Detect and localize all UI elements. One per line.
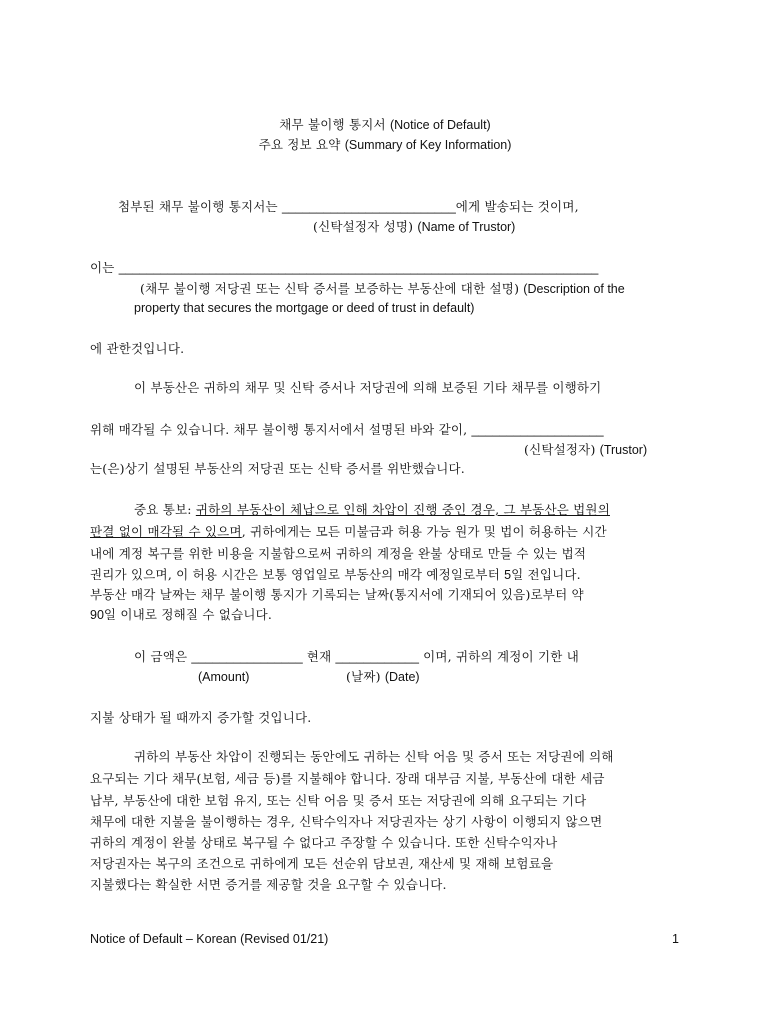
amount-line bbox=[134, 649, 579, 666]
obligations-line-2: 요구되는 기다 채무(보험, 세금 등)를 지불해야 합니다. 장래 대부금 지불, 부동산에 대한 세금 bbox=[90, 771, 605, 786]
sale-paragraph-line1: 이 부동산은 귀하의 채무 및 신탁 증서나 저당권에 의해 보증된 기타 채무를 이행하기 bbox=[134, 380, 602, 395]
trustor-short-korean: (신탁설정자) bbox=[524, 442, 596, 457]
amount-outro: 이며, 귀하의 계정이 기한 내 bbox=[423, 649, 579, 664]
important-notice-line3: 내에 계정 복구를 위한 비용을 지불함으로써 귀하의 계정을 완불 상태로 만들 수 있는 법적 bbox=[90, 546, 587, 561]
obligations-line-6: 저당권자는 복구의 조건으로 귀하에게 모든 선순위 담보권, 재산세 및 재해 보험료을 bbox=[90, 856, 554, 871]
title-english: (Notice of Default) bbox=[389, 118, 491, 132]
days-after-recording: 90 bbox=[90, 608, 104, 622]
subtitle-english: (Summary of Key Information) bbox=[344, 138, 512, 152]
concerns-line: 에 관한것입니다. bbox=[90, 341, 185, 356]
trustor-short-caption bbox=[524, 442, 647, 459]
amount-caption: (Amount) bbox=[198, 670, 250, 684]
important-notice-line1 bbox=[134, 502, 610, 519]
footer-document-label: Notice of Default – Korean (Revised 01/21) bbox=[90, 932, 329, 946]
sale-paragraph-line2 bbox=[90, 422, 604, 439]
document-title bbox=[0, 117, 770, 134]
date-caption bbox=[346, 669, 420, 686]
property-line bbox=[90, 260, 598, 277]
property-caption bbox=[140, 281, 625, 298]
property-description-blank: _____________________________________________________________________ bbox=[118, 261, 599, 275]
amount-blank: ________________ bbox=[191, 650, 303, 664]
important-notice-text-4: 권리가 있으며, 이 허용 시간은 보통 영업일로 부동산의 매각 예정일로부터 bbox=[90, 567, 500, 582]
date-caption-korean: (날짜) bbox=[346, 669, 381, 684]
property-caption-english: (Description of the bbox=[523, 282, 625, 296]
property-intro: 이는 bbox=[90, 260, 115, 275]
breach-line: 는(은)상기 설명된 부동산의 저당권 또는 신탁 증서를 위반했습니다. bbox=[90, 461, 465, 476]
important-notice-line2 bbox=[90, 524, 607, 541]
trustor-short-english: (Trustor) bbox=[599, 443, 648, 457]
date-caption-english: (Date) bbox=[384, 670, 420, 684]
increase-line: 지불 상태가 될 때까지 증가할 것입니다. bbox=[90, 710, 312, 725]
obligations-line-5: 귀하의 계정이 완불 상태로 복구될 수 없다고 주장할 수 있습니다. 또한 신탁수익자나 bbox=[90, 835, 558, 850]
important-notice-text-6: 일 이내로 정해질 수 없습니다. bbox=[103, 607, 273, 622]
trustor-line bbox=[118, 199, 579, 216]
important-notice-text-4b: 일 전입니다. bbox=[511, 567, 581, 582]
amount-intro: 이 금액은 bbox=[134, 649, 188, 664]
important-notice-line5: 부동산 매각 날짜는 채무 불이행 통지가 기록되는 날짜(통지서에 기재되어 있음)로부터 약 bbox=[90, 587, 584, 602]
trustor-name-blank: _________________________ bbox=[281, 200, 456, 214]
trustor-blank: ___________________ bbox=[471, 423, 604, 437]
important-notice-line4 bbox=[90, 567, 581, 584]
important-notice-underlined: 귀하의 부동산이 체납으로 인해 차압이 진행 중인 경우, 그 부동산은 법원의 bbox=[195, 502, 610, 517]
trustor-outro: 에게 발송되는 것이며, bbox=[455, 199, 579, 214]
obligations-line-7: 지불했다는 확실한 서면 증거를 제공할 것을 요구할 수 있습니다. bbox=[90, 877, 447, 892]
trustor-caption-korean: (신탁설정자 성명) bbox=[313, 219, 414, 234]
trustor-intro: 첨부된 채무 불이행 통지서는 bbox=[118, 199, 278, 214]
important-notice-underlined-cont: 판결 없이 매각될 수 있으며 bbox=[90, 524, 242, 539]
obligations-line-3: 납부, 부동산에 대한 보험 유지, 또는 신탁 어음 및 증서 또는 저당권에 의해 요구되는 기다 bbox=[90, 793, 587, 808]
important-notice-text: , 귀하에게는 모든 미불금과 허용 가능 원가 및 법이 허용하는 시간 bbox=[241, 524, 607, 539]
important-notice-line6 bbox=[90, 607, 272, 624]
trustor-caption-english: (Name of Trustor) bbox=[417, 220, 516, 234]
obligations-line-4: 채무에 대한 지불을 불이행하는 경우, 신탁수익자나 저당권자는 상기 사항이 이행되지 않으면 bbox=[90, 814, 603, 829]
sale-text: 위해 매각될 수 있습니다. 채무 불이행 통지서에서 설명된 바와 같이, bbox=[90, 422, 468, 437]
title-korean: 채무 불이행 통지서 bbox=[279, 117, 386, 132]
property-caption-korean: (채무 불이행 저당권 또는 신탁 증서를 보증하는 부동산에 대한 설명) bbox=[140, 281, 520, 296]
current-label: 현재 bbox=[306, 649, 332, 664]
date-blank: ____________ bbox=[335, 650, 419, 664]
property-caption-english-cont: property that secures the mortgage or deed of trust in default) bbox=[134, 301, 475, 315]
important-notice-label: 중요 통보: bbox=[134, 502, 192, 517]
trustor-caption bbox=[313, 219, 515, 236]
subtitle-korean: 주요 정보 요약 bbox=[258, 137, 341, 152]
property-caption-cont bbox=[134, 300, 474, 317]
obligations-line-1: 귀하의 부동산 차압이 진행되는 동안에도 귀하는 신탁 어음 및 증서 또는 저당권에 의해 bbox=[134, 749, 614, 764]
document-subtitle bbox=[0, 137, 770, 154]
footer-page-number: 1 bbox=[672, 932, 679, 946]
days-before-sale: 5 bbox=[504, 568, 512, 582]
